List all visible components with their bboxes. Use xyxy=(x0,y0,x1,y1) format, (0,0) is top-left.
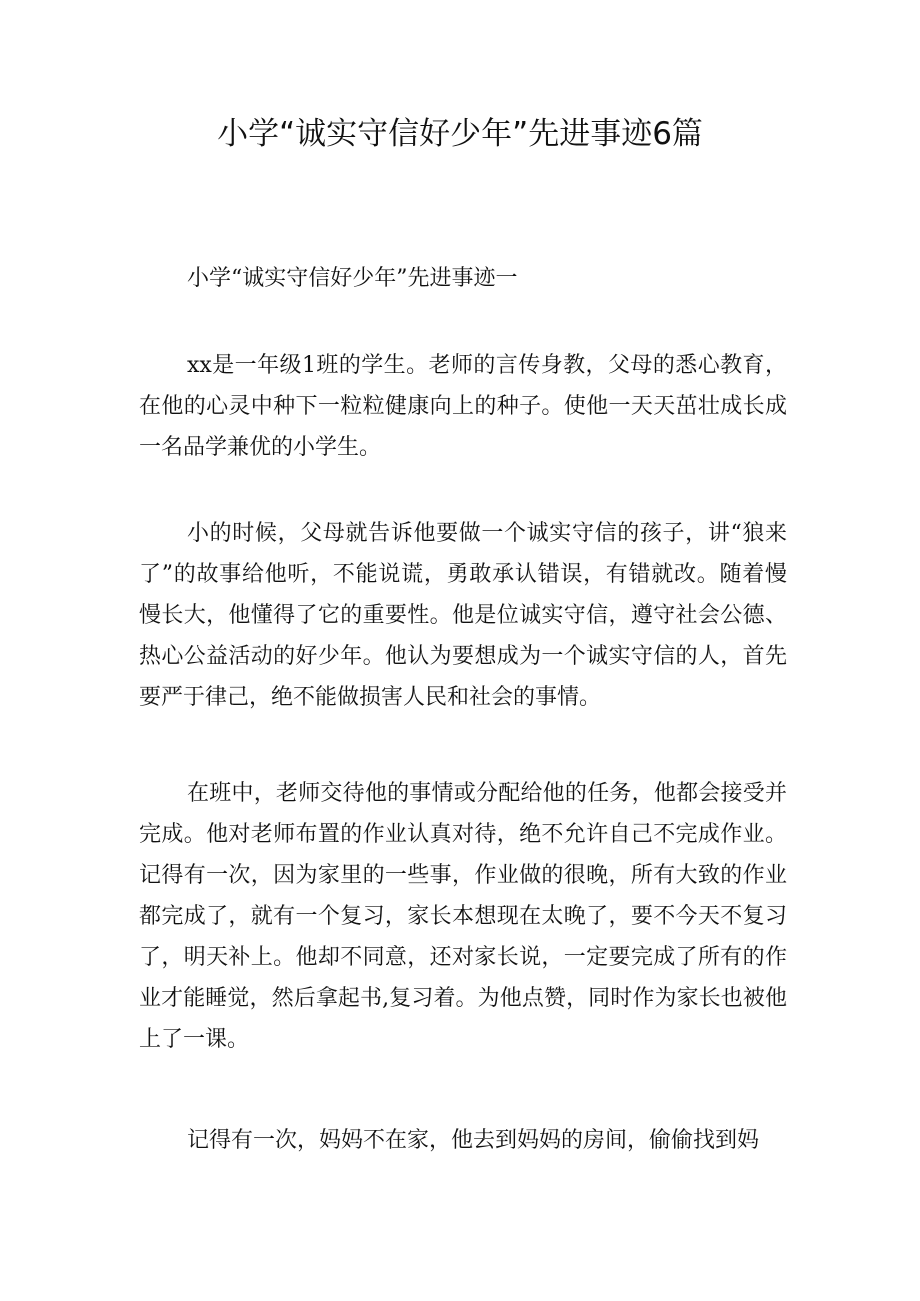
section-heading: 小学“诚实守信好少年”先进事迹一 xyxy=(187,266,518,291)
paragraph-2: 小的时候，父母就告诉他要做一个诚实守信的孩子，讲“狼来了”的故事给他听，不能说谎，勇敢承认错误，有错就改。随着慢慢长大，他懂得了它的重要性。他是位诚实守信，遵守社会公德、热心公益活动的好少年。他认为要想成为一个诚实守信的人，首先要严于律己，绝不能做损害人民和社会的事情。 xyxy=(139,521,787,710)
paragraph-3: 在班中，老师交待他的事情或分配给他的任务，他都会接受并完成。他对老师布置的作业认真对待，绝不允许自己不完成作业。记得有一次，因为家里的一些事，作业做的很晚，所有大致的作业都完成了，就有一个复习，家长本想现在太晚了，要不今天不复习了，明天补上。他却不同意，还对家长说，一定要完成了所有的作业才能睡觉，然后拿起书,复习着。为他点赞，同时作为家长也被他上了一课。 xyxy=(139,781,787,1052)
document-title: 小学“诚实守信好少年”先进事迹6篇 xyxy=(217,116,703,152)
paragraph-1: xx是一年级1班的学生。老师的言传身教，父母的悉心教育，在他的心灵中种下一粒粒健康向上的种子。使他一天天茁壮成长成一名品学兼优的小学生。 xyxy=(139,353,787,460)
paragraph-4: 记得有一次，妈妈不在家，他去到妈妈的房间，偷偷找到妈 xyxy=(187,1128,760,1153)
